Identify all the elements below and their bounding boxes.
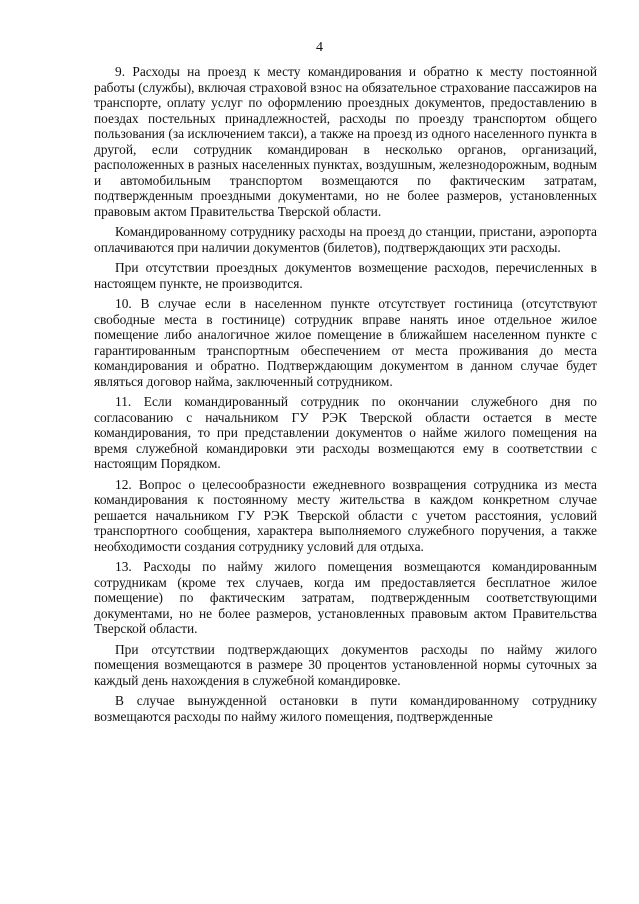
paragraph-9-travel-to-station: Командированному сотруднику расходы на проезд до станции, пристани, аэропорта оплачиваются при наличии документов (билетов), подтверждающих эти расходы. [94,224,597,255]
paragraph-9: 9. Расходы на проезд к месту командирования и обратно к месту постоянной работы (службы), включая страховой взнос на обязательное страхование пассажиров на транспорте, оплату услуг по оформлению проездных документов, предоставлению в поездах постельных принадлежностей, расходы по проезду транспортом общего пользования (за исключением такси), а также на проезд из одного населенного пункта в другой, если сотрудник командирован в несколько органов, организаций, расположенных в разных населенных пунктах, воздушным, железнодорожным, водным и автомобильным транспортом возмещаются по фактическим затратам, подтвержденным проездными документами, но не более размеров, установленных правовым актом Правительства Тверской области. [94,64,597,219]
paragraph-11: 11. Если командированный сотрудник по окончании служебного дня по согласованию с начальником ГУ РЭК Тверской области остается в месте командирования, то при представлении документов о найме жилого помещения на время служебной командировки эти расходы возмещаются ему в соответствии с настоящим Порядком. [94,394,597,471]
paragraph-13-forced-stop: В случае вынужденной остановки в пути командированному сотруднику возмещаются расходы по найму жилого помещения, подтвержденные [94,693,597,724]
paragraph-13-no-documents: При отсутствии подтверждающих документов расходы по найму жилого помещения возмещаются в размере 30 процентов установленной нормы суточных за каждый день нахождения в служебной командировке. [94,641,597,688]
paragraph-13: 13. Расходы по найму жилого помещения возмещаются командированным сотрудникам (кроме тех случаев, когда им предоставляется бесплатное жилое помещение) по фактическим затратам, подтвержденным соответствующими документами, но не более размеров, установленных правовым актом Правительства Тверской области. [94,559,597,636]
document-body [94,64,597,724]
paragraph-12: 12. Вопрос о целесообразности ежедневного возвращения сотрудника из места командирования к постоянному месту жительства в каждом конкретном случае решается начальником ГУ РЭК Тверской области с учетом расстояния, условий транспортного сообщения, характера выполняемого служебного поручения, а также необходимости создания сотруднику условий для отдыха. [94,476,597,554]
paragraph-10: 10. В случае если в населенном пункте отсутствует гостиница (отсутствуют свободные места в гостинице) сотрудник вправе нанять иное отдельное жилое помещение либо аналогичное жилое помещение в ближайшем населенном пункте с гарантированным транспортным обеспечением от места проживания до места командирования и обратно. Подтверждающим документом в данном случае будет являться договор найма, заключенный сотрудником. [94,296,597,389]
paragraph-9-no-documents: При отсутствии проездных документов возмещение расходов, перечисленных в настоящем пункте, не производится. [94,260,597,291]
page-number: 4 [316,40,323,55]
